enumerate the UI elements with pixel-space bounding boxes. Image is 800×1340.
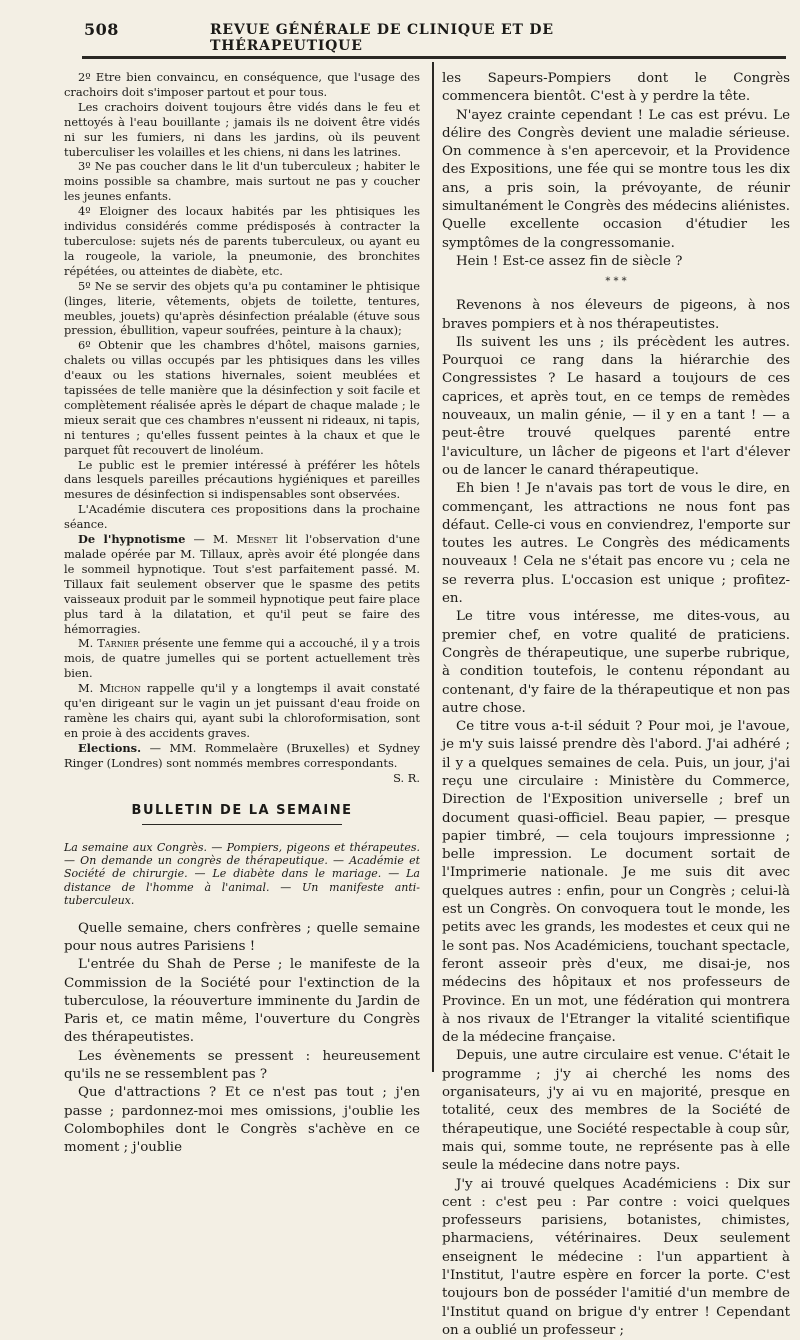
paragraph-text: — MM. Rommelaère (Bruxelles) et Sydney Ringer (Londres) sont nommés membres correspondants.	[64, 740, 420, 770]
bulletin-body	[64, 920, 420, 1158]
section-lead: De l'hypnotisme	[78, 532, 186, 547]
bulletin-continuation	[442, 70, 790, 1340]
person-name: M. Michon	[78, 681, 141, 696]
paragraph: Les crachoirs doivent toujours être vidés dans le feu et nettoyés à l'eau bouillante ; jamais ils ne doivent être vidés ni sur les fumiers, ni dans les jardins, où ils peuvent tuberculiser les volailles et les chiens, ni dans les latrines.	[64, 99, 420, 159]
paragraph: Revenons à nos éleveurs de pigeons, à nos braves pompiers et à nos thérapeutistes.	[442, 298, 790, 332]
bulletin-summary: La semaine aux Congrès. — Pompiers, pigeons et thérapeutes. — On demande un congrès de thérapeutique. — Académie et Société de chirurgie. — Le diabète dans le mariage. — La distance de l'homme à l'animal. — Un manifeste anti-tuberculeux.	[64, 840, 420, 908]
paragraph: Quelle semaine, chers confrères ; quelle semaine pour nous autres Parisiens !	[64, 920, 420, 954]
paragraph-text: présente une femme qui a accouché, il y a trois mois, de quatre jumelles qui se portent actuellement très bien.	[64, 636, 420, 681]
title-underline	[142, 824, 342, 825]
paragraph: L'Académie discutera ces propositions dans la prochaine séance.	[64, 502, 420, 532]
paragraph: Le public est le premier intéressé à préférer les hôtels dans lesquels pareilles précautions hygiéniques et pareilles mesures de désinfection si indispensables sont observées.	[64, 457, 420, 502]
section-break-asterisks: * * *	[605, 276, 627, 288]
person-name: M. Mesnet	[212, 532, 278, 547]
paragraph-text: lit l'observation d'une malade opérée par M. Tillaux, après avoir été plongée dans le sommeil hypnotique. Tout s'est parfaitement passé. M. Tillaux fait seulement observer que le spasme des petits vaisseaux produit par le sommeil hypnotique peut faire place plus tard à la dilatation, et qu'il peut se faire des hémorragies.	[64, 532, 420, 636]
michon-paragraph	[64, 681, 420, 741]
paragraph-text: rappelle qu'il y a longtemps il avait constaté qu'en dirigeant sur le vagin un jet puissant d'eau froide on ramène les chairs qui, ayant subi la chloroformisation, sont en proie à des accidents graves.	[64, 681, 421, 740]
signature: S. R.	[393, 770, 420, 785]
paragraph: 4º Eloigner des locaux habités par les phtisiques les individus considérés comme prédisposés à contracter la tuberculose: sujets nés de parents tuberculeux, ou ayant eu la rougeole, la variole, la pneumonie, des bronchites répétées, ou atteintes de diabète, etc.	[64, 204, 420, 278]
left-column	[64, 70, 420, 1157]
paragraph: Le titre vous intéresse, me dites-vous, au premier chef, en votre qualité de praticiens. Congrès de thérapeutique, une superbe rubrique, à condition toutefois, le contenu répondant au contenant, d'y faire de la thérapeutique et non pas autre chose.	[442, 609, 790, 716]
right-column	[442, 70, 790, 1340]
paragraph: Que d'attractions ? Et ce n'est pas tout ; j'en passe ; pardonnez-moi mes omissions, j'oublie les Colombophiles dont le Congrès s'achève en ce moment ; j'oublie	[64, 1085, 420, 1156]
column-divider	[432, 62, 434, 1072]
paragraph: Hein ! Est-ce assez fin de siècle ?	[456, 253, 683, 269]
paragraph: J'y ai trouvé quelques Académiciens : Dix sur cent : c'est peu : Par contre : voici quelques professeurs parisiens, botanistes, chimistes, pharmaciens, vétérinaires. Deux seulement enseignent le médecine : l'un appartient à l'Institut, l'autre espère en forcer la porte. C'est toujours bon de posséder l'amitié d'un membre de l'Institut quand on brigue d'y entrer ! Cependant on a oublié un professeur ;	[442, 1176, 790, 1338]
paragraph: 2º Etre bien convaincu, en conséquence, que l'usage des crachoirs doit s'imposer partout et pour tous.	[64, 70, 420, 99]
page-number: 508	[84, 20, 119, 39]
hypnotism-paragraph: De l'hypnotisme — M. Mesnet lit l'observation d'une malade opérée par M. Tillaux, après avoir été plongée dans le sommeil hypnotique. Tout s'est parfaitement passé. M. Tillaux fait seulement observer que le spasme des petits vaisseaux produit par le sommeil hypnotique peut faire place plus tard à la dilatation, et qu'il peut se faire des hémorragies.	[64, 532, 420, 636]
paragraph: Eh bien ! Je n'avais pas tort de vous le dire, en commençant, les attractions ne nous font pas défaut. Celle-ci vous en conviendrez, l'emporte sur toutes les autres. Le Congrès des médicaments nouveaux ! Cela ne s'était pas encore vu ; cela ne se reverra plus. L'occasion est unique ; profitez-en.	[442, 481, 790, 607]
paragraph: Ce titre vous a-t-il séduit ? Pour moi, je l'avoue, je m'y suis laissé prendre dès l'abord. J'ai adhéré ; il y a quelques semaines de cela. Puis, un jour, j'ai reçu une circulaire : Ministère du Commerce, Direction de l'Exposition universelle ; bref un document quasi-officiel. Beau papier, — presque papier timbré, — cela toujours impressionne ; belle impression. Le document sortait de l'Imprimerie nationale. Je me suis dit avec quelques autres : enfin, pour un Congrès ; celui-là est un Congrès. On convoquera tout le monde, les petits avec les grands, les modestes et ceux qui ne le sont pas. Nos Académiciens, touchant spectacle, feront asseoir près d'eux, me disai-je, nos médecins des hôpitaux et nos professeurs de Province. En un mot, une fédération qui montrera à nos rivaux de l'Etranger la vitalité scientifique de la médecine française.	[442, 719, 790, 1046]
paragraph: les Sapeurs-Pompiers dont le Congrès commencera bientôt. C'est à y perdre la tête.	[442, 71, 790, 105]
bulletin-heading	[64, 803, 420, 825]
paragraph: 6º Obtenir que les chambres d'hôtel, maisons garnies, chalets ou villas occupés par les phtisiques dans les villes d'eaux ou les stations hivernales, soient meublées et tapissées de telle manière que la désinfection y soit facile et complètement réalisée après le départ de chaque malade ; le mieux serait que ces chambres n'eussent ni rideaux, ni tapis, ni tentures ; qu'elles fussent peintes à la chaux et que le parquet fût recouvert de linoléum.	[64, 338, 420, 457]
paragraph: Ils suivent les uns ; ils précèdent les autres. Pourquoi ce rang dans la hiérarchie des Congressistes ? Le hasard a toujours de ces caprices, et après tout, en ce temps de remèdes nouveaux, un malin génie, — il y en a tant ! — a peut-être trouvé quelques parenté entre l'aviculture, un lâcher de pigeons et l'art d'élever ou de lancer le canard thérapeutique.	[442, 334, 790, 478]
paragraph: Les évènements se pressent : heureusement qu'ils ne se ressemblent pas ?	[64, 1048, 420, 1082]
elections-paragraph	[64, 740, 420, 785]
paragraph: N'ayez crainte cependant ! Le cas est prévu. Le délire des Congrès devient une maladie sérieuse. On commence à s'en apercevoir, et la Providence des Expositions, une fée qui se montre tous les dix ans, a pris soin, la prévoyante, de réunir simultanément le Congrès des médecins aliénistes. Quelle excellente occasion d'étudier les symptômes de la congressomanie.	[442, 107, 790, 251]
paragraph: 3º Ne pas coucher dans le lit d'un tuberculeux ; habiter le moins possible sa chambre, mais surtout ne pas y coucher les jeunes enfants.	[64, 159, 420, 204]
tarnier-paragraph	[64, 636, 420, 681]
page-header	[60, 14, 782, 54]
paragraph: 5º Ne se servir des objets qu'a pu contaminer le phtisique (linges, literie, vêtements, objets de toilette, tentures, meubles, jouets) qu'après désinfection préalable (étuve sous pression, ébullition, vapeur soufrées, peinture à la chaux);	[64, 278, 420, 338]
paragraph: Depuis, une autre circulaire est venue. C'était le programme ; j'y ai cherché les noms des organisateurs, j'y ai vu en majorité, presque en totalité, ceux des membres de la Société de thérapeutique, une Société respectable à coup sûr, mais qui, somme toute, ne représente pas à elle seule la médecine dans notre pays.	[442, 1048, 790, 1174]
section-lead: Elections.	[78, 740, 142, 755]
bulletin-title: BULLETIN DE LA SEMAINE	[131, 802, 353, 818]
paragraph: L'entrée du Shah de Perse ; le manifeste de la Commission de la Société pour l'extinction de la tuberculose, la réouverture imminente du Jardin de Paris et, ce matin même, l'ouverture du Congrès des thérapeutistes.	[64, 957, 420, 1046]
person-name: M. Tarnier	[78, 636, 139, 651]
running-title: REVUE GÉNÉRALE DE CLINIQUE ET DE THÉRAPEUTIQUE	[210, 22, 554, 54]
academy-report	[64, 70, 421, 785]
header-rule	[82, 56, 786, 59]
